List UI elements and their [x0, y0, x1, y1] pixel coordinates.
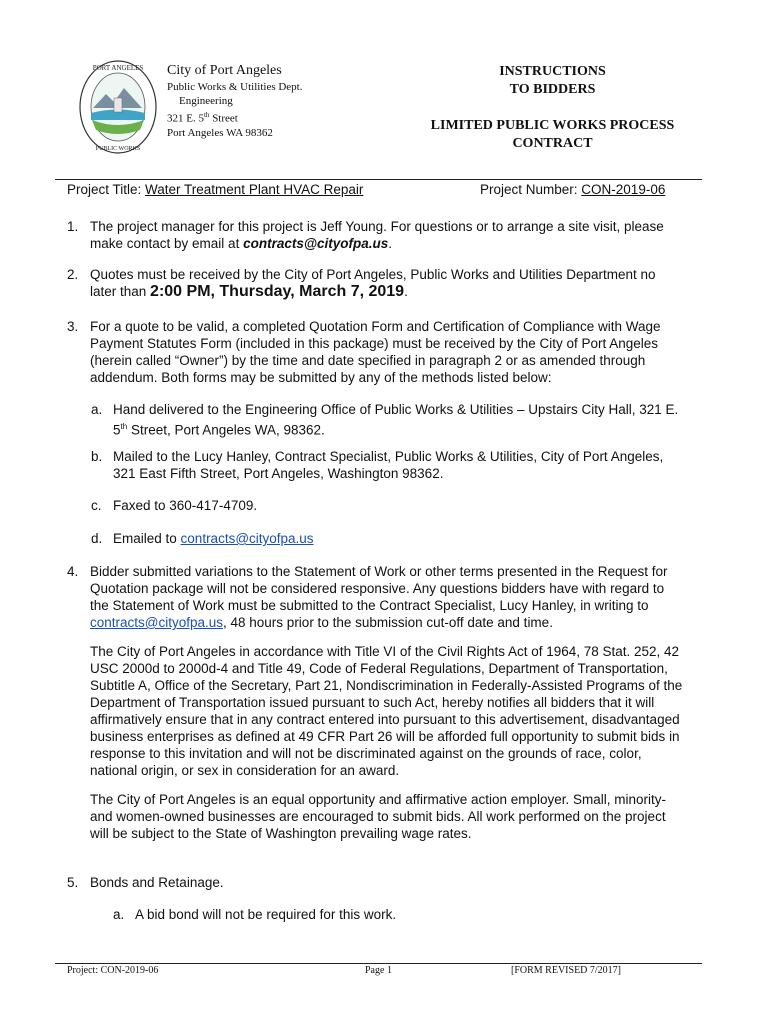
street-address: 321 E. 5th Street: [167, 111, 238, 125]
email-link[interactable]: contracts@cityofpa.us: [180, 531, 314, 546]
svg-text:PORT ANGELES: PORT ANGELES: [92, 64, 144, 72]
city-seal-logo: [78, 58, 158, 156]
title-instructions: INSTRUCTIONS: [499, 64, 606, 79]
division-name: Engineering: [179, 95, 233, 107]
footer-page-number: Page 1: [365, 965, 392, 976]
dept-name: Public Works & Utilities Dept.: [167, 81, 303, 93]
title-contract: CONTRACT: [512, 136, 593, 151]
email-link[interactable]: contracts@cityofpa.us: [90, 615, 224, 630]
eeo-paragraph: The City of Port Angeles is an equal opportunity and affirmative action employer. Small, minority- and women-owned businesses are encouraged to submit bids. All work performed on the project will be subject to the State of Washington prevailing wage rates.: [90, 792, 667, 841]
footer-divider: [55, 963, 702, 964]
project-title-label: Project Title:: [67, 182, 146, 197]
title-process: LIMITED PUBLIC WORKS PROCESS: [430, 118, 675, 133]
footer-form-revised: [FORM REVISED 7/2017]: [511, 965, 622, 976]
svg-text:PUBLIC WORKS: PUBLIC WORKS: [95, 146, 141, 152]
project-title-value: Water Treatment Plant HVAC Repair: [145, 182, 364, 197]
project-number-value: CON-2019-06: [581, 182, 666, 197]
project-info: [67, 182, 702, 197]
civil-rights-paragraph: The City of Port Angeles in accordance with Title VI of the Civil Rights Act of 1964, 78 Stat. 252, 42 USC 2000d to 2000d-4 and Title 49, Code of Federal Regulations, Department of Transportation, Subtitle A, Office of the Secretary, Part 21, Nondiscrimination in Federally-Assisted Programs of the Department of Transportation issued pursuant to such Act, hereby notifies all bidders that it will affirmatively ensure that in any contract entered into pursuant to this advertisement, disadvantaged business enterprises as defined at 49 CFR Part 26 will be afforded full opportunity to submit bids in response to this invitation and will not be discriminated against on the grounds of race, color, national origin, or sex in consideration for an award.: [90, 644, 683, 778]
project-number-label: Project Number:: [480, 182, 582, 197]
org-name: City of Port Angeles: [167, 63, 282, 78]
organization-address: [167, 62, 303, 140]
document-titles: [400, 63, 705, 153]
deadline: 2:00 PM, Thursday, March 7, 2019: [150, 283, 405, 300]
email-contracts: contracts@cityofpa.us: [243, 236, 389, 251]
footer-project: Project: CON-2019-06: [67, 965, 159, 976]
city-zip: Port Angeles WA 98362: [167, 126, 273, 139]
header-divider: [55, 179, 702, 180]
title-to-bidders: TO BIDDERS: [509, 82, 596, 97]
